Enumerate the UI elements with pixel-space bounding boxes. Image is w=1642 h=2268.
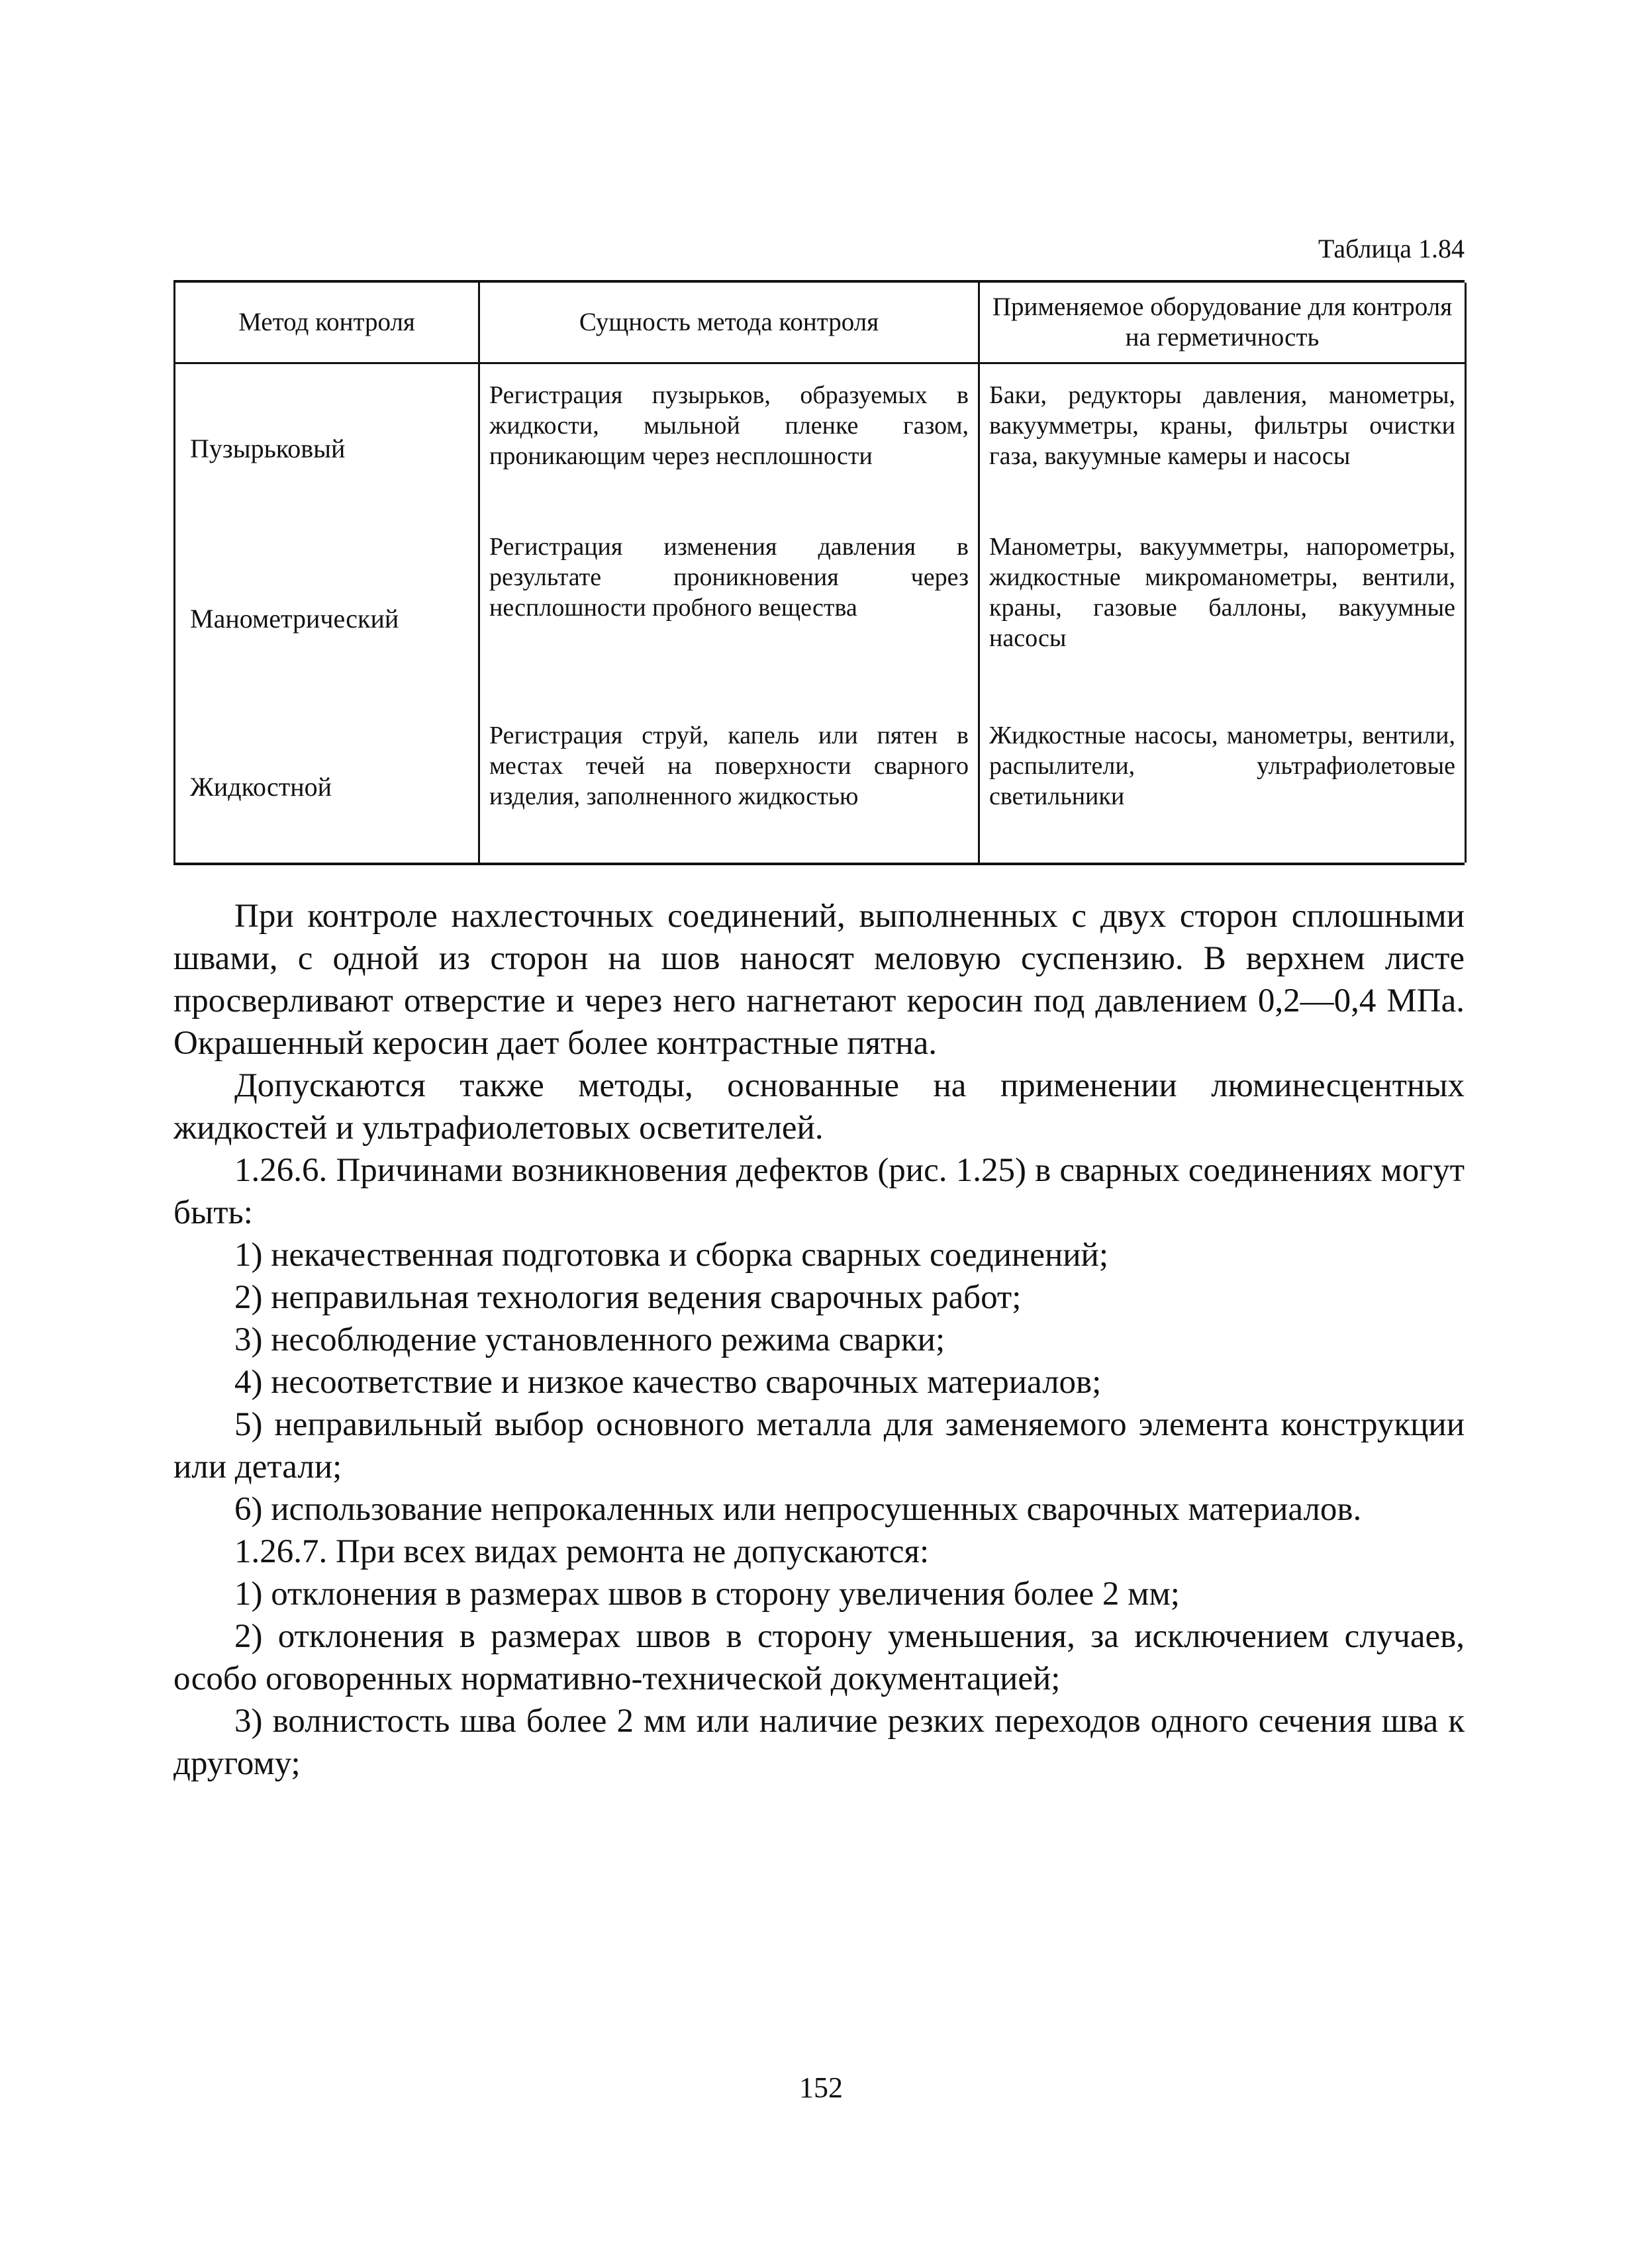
header-essence: Сущность метода контроля [479, 283, 979, 363]
list-item: 4) несоответствие и низкое качество сварочных материалов; [234, 1364, 1102, 1401]
equipment-cell: Баки, редукторы давления, манометры, вакуумметры, краны, фильтры очистки газа, вакуумные камеры и насосы [979, 363, 1466, 528]
method-cell: Манометрический [175, 528, 479, 716]
paragraph-overlap-joints: При контроле нахлесточных соединений, выполненных с двух сторон сплошными швами, с одной из сторон на шов наносят меловую суспензию. В верхнем листе просверливают отверстие и через него нагнетают керосин под давлением 0,2—0,4 МПа. Окрашенный керосин дает более контрастные пятна. [173, 898, 1465, 1062]
list-item: 2) отклонения в размерах швов в сторону уменьшения, за исключением случаев, особо оговоренных нормативно-технической документацией; [173, 1618, 1465, 1697]
essence-cell: Регистрация пузырьков, образуемых в жидкости, мыльной пленке газом, проникающим через несплошности [479, 363, 979, 528]
list-item: 1) отклонения в размерах швов в сторону увеличения более 2 мм; [234, 1576, 1180, 1613]
header-method: Метод контроля [175, 283, 479, 363]
page-number: 152 [799, 2071, 843, 2104]
list-item: 3) волнистость шва более 2 мм или наличие резких переходов одного сечения шва к другому; [173, 1703, 1465, 1782]
essence-cell: Регистрация изменения давления в результате проникновения через несплошности пробного вещества [479, 528, 979, 716]
body-text [173, 895, 1465, 1785]
paragraph-not-allowed-intro: 1.26.7. При всех видах ремонта не допускаются: [234, 1533, 930, 1570]
header-equipment: Применяемое оборудование для контроля на герметичность [979, 283, 1466, 363]
list-item: 1) некачественная подготовка и сборка сварных соединений; [234, 1237, 1108, 1274]
equipment-cell: Жидкостные насосы, манометры, вентили, распылители, ультрафиолетовые светильники [979, 716, 1466, 863]
table-row [175, 716, 1466, 863]
table-row [175, 363, 1466, 528]
list-item: 5) неправильный выбор основного металла для заменяемого элемента конструкции или детали; [173, 1406, 1465, 1486]
table-row [175, 528, 1466, 716]
method-cell: Жидкостной [175, 716, 479, 863]
list-item: 3) несоблюдение установленного режима сварки; [234, 1321, 945, 1358]
list-item: 2) неправильная технология ведения сварочных работ; [234, 1279, 1022, 1316]
table-header-row [175, 283, 1466, 363]
leak-test-methods-table [173, 283, 1467, 863]
table-caption: Таблица 1.84 [1318, 234, 1465, 263]
methods-table-container [173, 280, 1465, 865]
paragraph-defect-causes-intro: 1.26.6. Причинами возникновения дефектов (рис. 1.25) в сварных соединениях могут быть: [173, 1152, 1465, 1231]
paragraph-luminescent: Допускаются также методы, основанные на применении люминесцентных жидкостей и ультрафиолетовых осветителей. [173, 1067, 1465, 1147]
list-item: 6) использование непрокаленных или непросушенных сварочных материалов. [234, 1491, 1362, 1528]
essence-cell: Регистрация струй, капель или пятен в местах течей на поверхности сварного изделия, заполненного жидкостью [479, 716, 979, 863]
method-cell: Пузырьковый [175, 363, 479, 528]
equipment-cell: Манометры, вакуумметры, напорометры, жидкостные микроманометры, вентили, краны, газовые баллоны, вакуумные насосы [979, 528, 1466, 716]
